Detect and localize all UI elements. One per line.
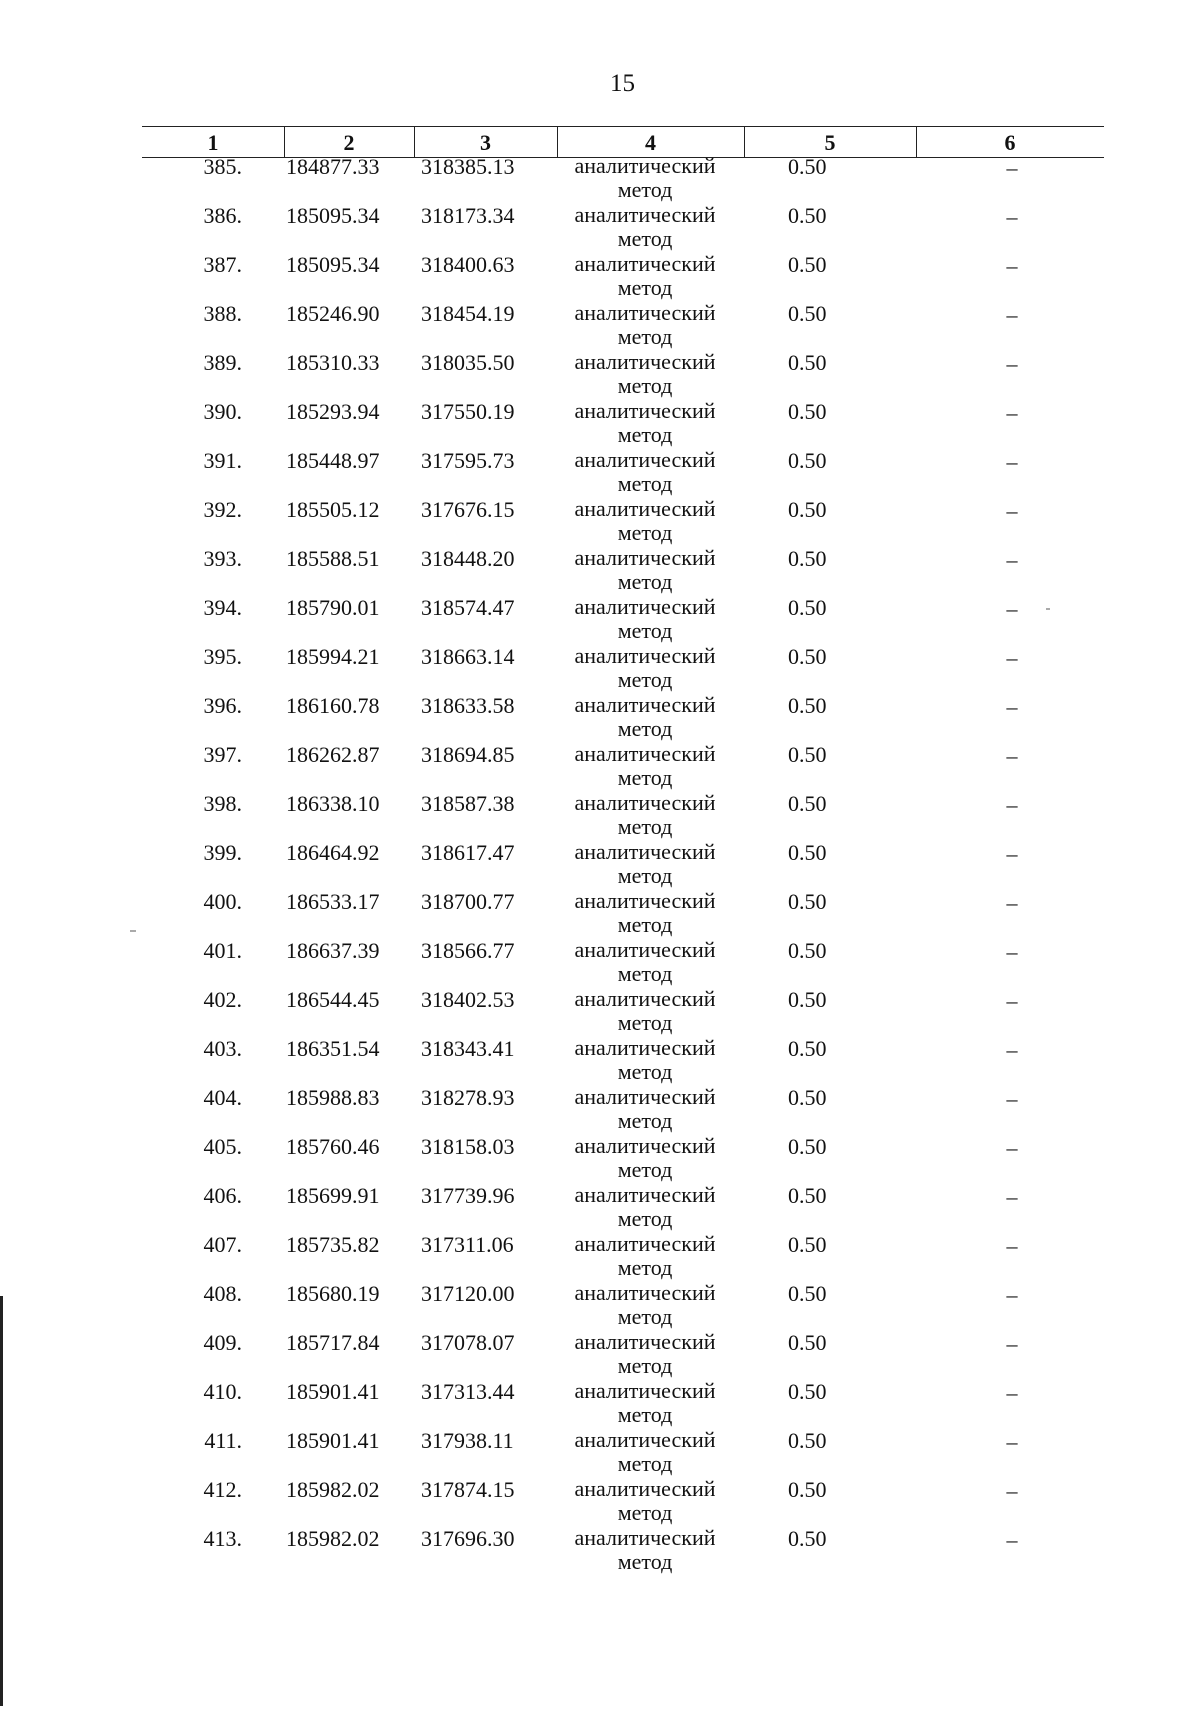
accuracy-value: 0.50 <box>788 1379 827 1404</box>
scan-edge-mark <box>0 1296 3 1706</box>
x-coordinate: 185505.12 <box>286 497 380 522</box>
accuracy-value: 0.50 <box>788 791 827 816</box>
y-coordinate: 318454.19 <box>421 301 515 326</box>
accuracy-value: 0.50 <box>788 1526 827 1551</box>
x-coordinate: 185982.02 <box>286 1477 380 1502</box>
point-number: 397. <box>203 742 242 767</box>
note-dash: – <box>1006 302 1018 327</box>
note-dash: – <box>1006 1037 1018 1062</box>
x-coordinate: 185448.97 <box>286 448 380 473</box>
accuracy-value: 0.50 <box>788 497 827 522</box>
accuracy-value: 0.50 <box>788 987 827 1012</box>
point-number: 395. <box>203 644 242 669</box>
column-header-5: 5 <box>824 130 836 155</box>
x-coordinate: 186160.78 <box>286 693 380 718</box>
accuracy-value: 0.50 <box>788 1428 827 1453</box>
note-dash: – <box>1006 596 1018 621</box>
method-cell: аналитический метод <box>574 1133 716 1182</box>
x-coordinate: 186637.39 <box>286 938 380 963</box>
scan-speck <box>1046 608 1050 610</box>
x-coordinate: 186351.54 <box>286 1036 380 1061</box>
x-coordinate: 185790.01 <box>286 595 380 620</box>
accuracy-value: 0.50 <box>788 1036 827 1061</box>
table-row <box>0 152 1200 201</box>
x-coordinate: 185760.46 <box>286 1134 380 1159</box>
point-number: 413. <box>203 1526 242 1551</box>
table-row <box>0 1524 1200 1573</box>
method-cell: аналитический метод <box>574 1378 716 1427</box>
table-row <box>0 1230 1200 1279</box>
note-dash: – <box>1006 1086 1018 1111</box>
x-coordinate: 185994.21 <box>286 644 380 669</box>
note-dash: – <box>1006 1478 1018 1503</box>
note-dash: – <box>1006 1380 1018 1405</box>
x-coordinate: 186464.92 <box>286 840 380 865</box>
note-dash: – <box>1006 645 1018 670</box>
y-coordinate: 317696.30 <box>421 1526 515 1551</box>
table-row <box>0 887 1200 936</box>
accuracy-value: 0.50 <box>788 1085 827 1110</box>
note-dash: – <box>1006 204 1018 229</box>
y-coordinate: 318448.20 <box>421 546 515 571</box>
table-row <box>0 593 1200 642</box>
table-row <box>0 299 1200 348</box>
table-row <box>0 348 1200 397</box>
accuracy-value: 0.50 <box>788 252 827 277</box>
method-cell: аналитический метод <box>574 496 716 545</box>
note-dash: – <box>1006 547 1018 572</box>
table-row <box>0 446 1200 495</box>
table-row <box>0 691 1200 740</box>
y-coordinate: 318402.53 <box>421 987 515 1012</box>
method-cell: аналитический метод <box>574 741 716 790</box>
point-number: 394. <box>203 595 242 620</box>
x-coordinate: 186338.10 <box>286 791 380 816</box>
point-number: 393. <box>203 546 242 571</box>
method-cell: аналитический метод <box>574 692 716 741</box>
accuracy-value: 0.50 <box>788 399 827 424</box>
y-coordinate: 317739.96 <box>421 1183 515 1208</box>
y-coordinate: 318663.14 <box>421 644 515 669</box>
point-number: 385. <box>203 154 242 179</box>
point-number: 390. <box>203 399 242 424</box>
x-coordinate: 185901.41 <box>286 1428 380 1453</box>
method-cell: аналитический метод <box>574 1084 716 1133</box>
column-header-2: 2 <box>343 130 355 155</box>
y-coordinate: 318343.41 <box>421 1036 515 1061</box>
page-number: 15 <box>610 70 635 97</box>
y-coordinate: 317676.15 <box>421 497 515 522</box>
accuracy-value: 0.50 <box>788 154 827 179</box>
point-number: 389. <box>203 350 242 375</box>
x-coordinate: 185310.33 <box>286 350 380 375</box>
accuracy-value: 0.50 <box>788 301 827 326</box>
accuracy-value: 0.50 <box>788 546 827 571</box>
x-coordinate: 185588.51 <box>286 546 380 571</box>
note-dash: – <box>1006 988 1018 1013</box>
point-number: 387. <box>203 252 242 277</box>
method-cell: аналитический метод <box>574 937 716 986</box>
point-number: 406. <box>203 1183 242 1208</box>
x-coordinate: 185246.90 <box>286 301 380 326</box>
y-coordinate: 318700.77 <box>421 889 515 914</box>
method-cell: аналитический метод <box>574 1280 716 1329</box>
table-row <box>0 838 1200 887</box>
method-cell: аналитический метод <box>574 153 716 202</box>
scan-speck <box>130 930 136 932</box>
point-number: 402. <box>203 987 242 1012</box>
y-coordinate: 318587.38 <box>421 791 515 816</box>
note-dash: – <box>1006 498 1018 523</box>
y-coordinate: 318694.85 <box>421 742 515 767</box>
column-header-4: 4 <box>645 130 656 155</box>
point-number: 403. <box>203 1036 242 1061</box>
column-header-1: 1 <box>207 130 219 155</box>
y-coordinate: 318173.34 <box>421 203 515 228</box>
method-cell: аналитический метод <box>574 643 716 692</box>
point-number: 398. <box>203 791 242 816</box>
method-cell: аналитический метод <box>574 1476 716 1525</box>
y-coordinate: 317874.15 <box>421 1477 515 1502</box>
note-dash: – <box>1006 1527 1018 1552</box>
note-dash: – <box>1006 939 1018 964</box>
y-coordinate: 317595.73 <box>421 448 515 473</box>
accuracy-value: 0.50 <box>788 350 827 375</box>
accuracy-value: 0.50 <box>788 1477 827 1502</box>
accuracy-value: 0.50 <box>788 595 827 620</box>
point-number: 386. <box>203 203 242 228</box>
point-number: 396. <box>203 693 242 718</box>
x-coordinate: 185095.34 <box>286 252 380 277</box>
header-top-rule <box>142 126 1104 127</box>
note-dash: – <box>1006 1184 1018 1209</box>
table-row <box>0 495 1200 544</box>
note-dash: – <box>1006 743 1018 768</box>
point-number: 410. <box>203 1379 242 1404</box>
accuracy-value: 0.50 <box>788 1281 827 1306</box>
method-cell: аналитический метод <box>574 1427 716 1476</box>
column-header-3: 3 <box>480 130 491 155</box>
table-row <box>0 201 1200 250</box>
accuracy-value: 0.50 <box>788 203 827 228</box>
y-coordinate: 317120.00 <box>421 1281 515 1306</box>
y-coordinate: 317311.06 <box>421 1232 514 1257</box>
method-cell: аналитический метод <box>574 839 716 888</box>
method-cell: аналитический метод <box>574 1329 716 1378</box>
note-dash: – <box>1006 400 1018 425</box>
accuracy-value: 0.50 <box>788 644 827 669</box>
method-cell: аналитический метод <box>574 545 716 594</box>
note-dash: – <box>1006 1331 1018 1356</box>
y-coordinate: 317938.11 <box>421 1428 514 1453</box>
table-row <box>0 1132 1200 1181</box>
accuracy-value: 0.50 <box>788 1330 827 1355</box>
accuracy-value: 0.50 <box>788 1232 827 1257</box>
y-coordinate: 318633.58 <box>421 693 515 718</box>
table-row <box>0 1475 1200 1524</box>
point-number: 405. <box>203 1134 242 1159</box>
x-coordinate: 185293.94 <box>286 399 380 424</box>
point-number: 407. <box>203 1232 242 1257</box>
x-coordinate: 185680.19 <box>286 1281 380 1306</box>
x-coordinate: 185717.84 <box>286 1330 380 1355</box>
point-number: 391. <box>203 448 242 473</box>
method-cell: аналитический метод <box>574 251 716 300</box>
note-dash: – <box>1006 1233 1018 1258</box>
table-row <box>0 397 1200 446</box>
point-number: 388. <box>203 301 242 326</box>
method-cell: аналитический метод <box>574 202 716 251</box>
y-coordinate: 318385.13 <box>421 154 515 179</box>
x-coordinate: 185901.41 <box>286 1379 380 1404</box>
y-coordinate: 317313.44 <box>421 1379 515 1404</box>
note-dash: – <box>1006 1429 1018 1454</box>
table-row <box>0 1083 1200 1132</box>
table-row <box>0 1034 1200 1083</box>
point-number: 404. <box>203 1085 242 1110</box>
method-cell: аналитический метод <box>574 790 716 839</box>
point-number: 412. <box>203 1477 242 1502</box>
x-coordinate: 185699.91 <box>286 1183 380 1208</box>
point-number: 401. <box>203 938 242 963</box>
point-number: 399. <box>203 840 242 865</box>
y-coordinate: 318566.77 <box>421 938 515 963</box>
note-dash: – <box>1006 1282 1018 1307</box>
coordinates-table-body <box>0 152 1200 1573</box>
column-header-6: 6 <box>1004 130 1016 155</box>
accuracy-value: 0.50 <box>788 1183 827 1208</box>
table-row <box>0 1279 1200 1328</box>
point-number: 409. <box>203 1330 242 1355</box>
table-row <box>0 936 1200 985</box>
table-row <box>0 1328 1200 1377</box>
note-dash: – <box>1006 449 1018 474</box>
accuracy-value: 0.50 <box>788 840 827 865</box>
point-number: 400. <box>203 889 242 914</box>
point-number: 408. <box>203 1281 242 1306</box>
table-row <box>0 1426 1200 1475</box>
x-coordinate: 185982.02 <box>286 1526 380 1551</box>
note-dash: – <box>1006 253 1018 278</box>
y-coordinate: 318617.47 <box>421 840 515 865</box>
y-coordinate: 318278.93 <box>421 1085 515 1110</box>
method-cell: аналитический метод <box>574 398 716 447</box>
note-dash: – <box>1006 155 1018 180</box>
accuracy-value: 0.50 <box>788 1134 827 1159</box>
y-coordinate: 317078.07 <box>421 1330 515 1355</box>
method-cell: аналитический метод <box>574 986 716 1035</box>
accuracy-value: 0.50 <box>788 693 827 718</box>
point-number: 411. <box>204 1428 242 1453</box>
table-row <box>0 985 1200 1034</box>
note-dash: – <box>1006 1135 1018 1160</box>
note-dash: – <box>1006 694 1018 719</box>
accuracy-value: 0.50 <box>788 742 827 767</box>
table-row <box>0 250 1200 299</box>
method-cell: аналитический метод <box>574 1182 716 1231</box>
x-coordinate: 185735.82 <box>286 1232 380 1257</box>
table-row <box>0 789 1200 838</box>
method-cell: аналитический метод <box>574 349 716 398</box>
note-dash: – <box>1006 351 1018 376</box>
table-row <box>0 1181 1200 1230</box>
method-cell: аналитический метод <box>574 888 716 937</box>
method-cell: аналитический метод <box>574 1035 716 1084</box>
method-cell: аналитический метод <box>574 594 716 643</box>
x-coordinate: 186533.17 <box>286 889 380 914</box>
table-row <box>0 544 1200 593</box>
y-coordinate: 318035.50 <box>421 350 515 375</box>
note-dash: – <box>1006 841 1018 866</box>
table-row <box>0 740 1200 789</box>
y-coordinate: 318400.63 <box>421 252 515 277</box>
method-cell: аналитический метод <box>574 1231 716 1280</box>
method-cell: аналитический метод <box>574 447 716 496</box>
accuracy-value: 0.50 <box>788 889 827 914</box>
x-coordinate: 186262.87 <box>286 742 380 767</box>
table-row <box>0 1377 1200 1426</box>
x-coordinate: 185095.34 <box>286 203 380 228</box>
x-coordinate: 186544.45 <box>286 987 380 1012</box>
y-coordinate: 317550.19 <box>421 399 515 424</box>
table-row <box>0 642 1200 691</box>
accuracy-value: 0.50 <box>788 938 827 963</box>
x-coordinate: 185988.83 <box>286 1085 380 1110</box>
y-coordinate: 318158.03 <box>421 1134 515 1159</box>
method-cell: аналитический метод <box>574 1525 716 1574</box>
x-coordinate: 184877.33 <box>286 154 380 179</box>
note-dash: – <box>1006 792 1018 817</box>
accuracy-value: 0.50 <box>788 448 827 473</box>
point-number: 392. <box>203 497 242 522</box>
note-dash: – <box>1006 890 1018 915</box>
method-cell: аналитический метод <box>574 300 716 349</box>
y-coordinate: 318574.47 <box>421 595 515 620</box>
